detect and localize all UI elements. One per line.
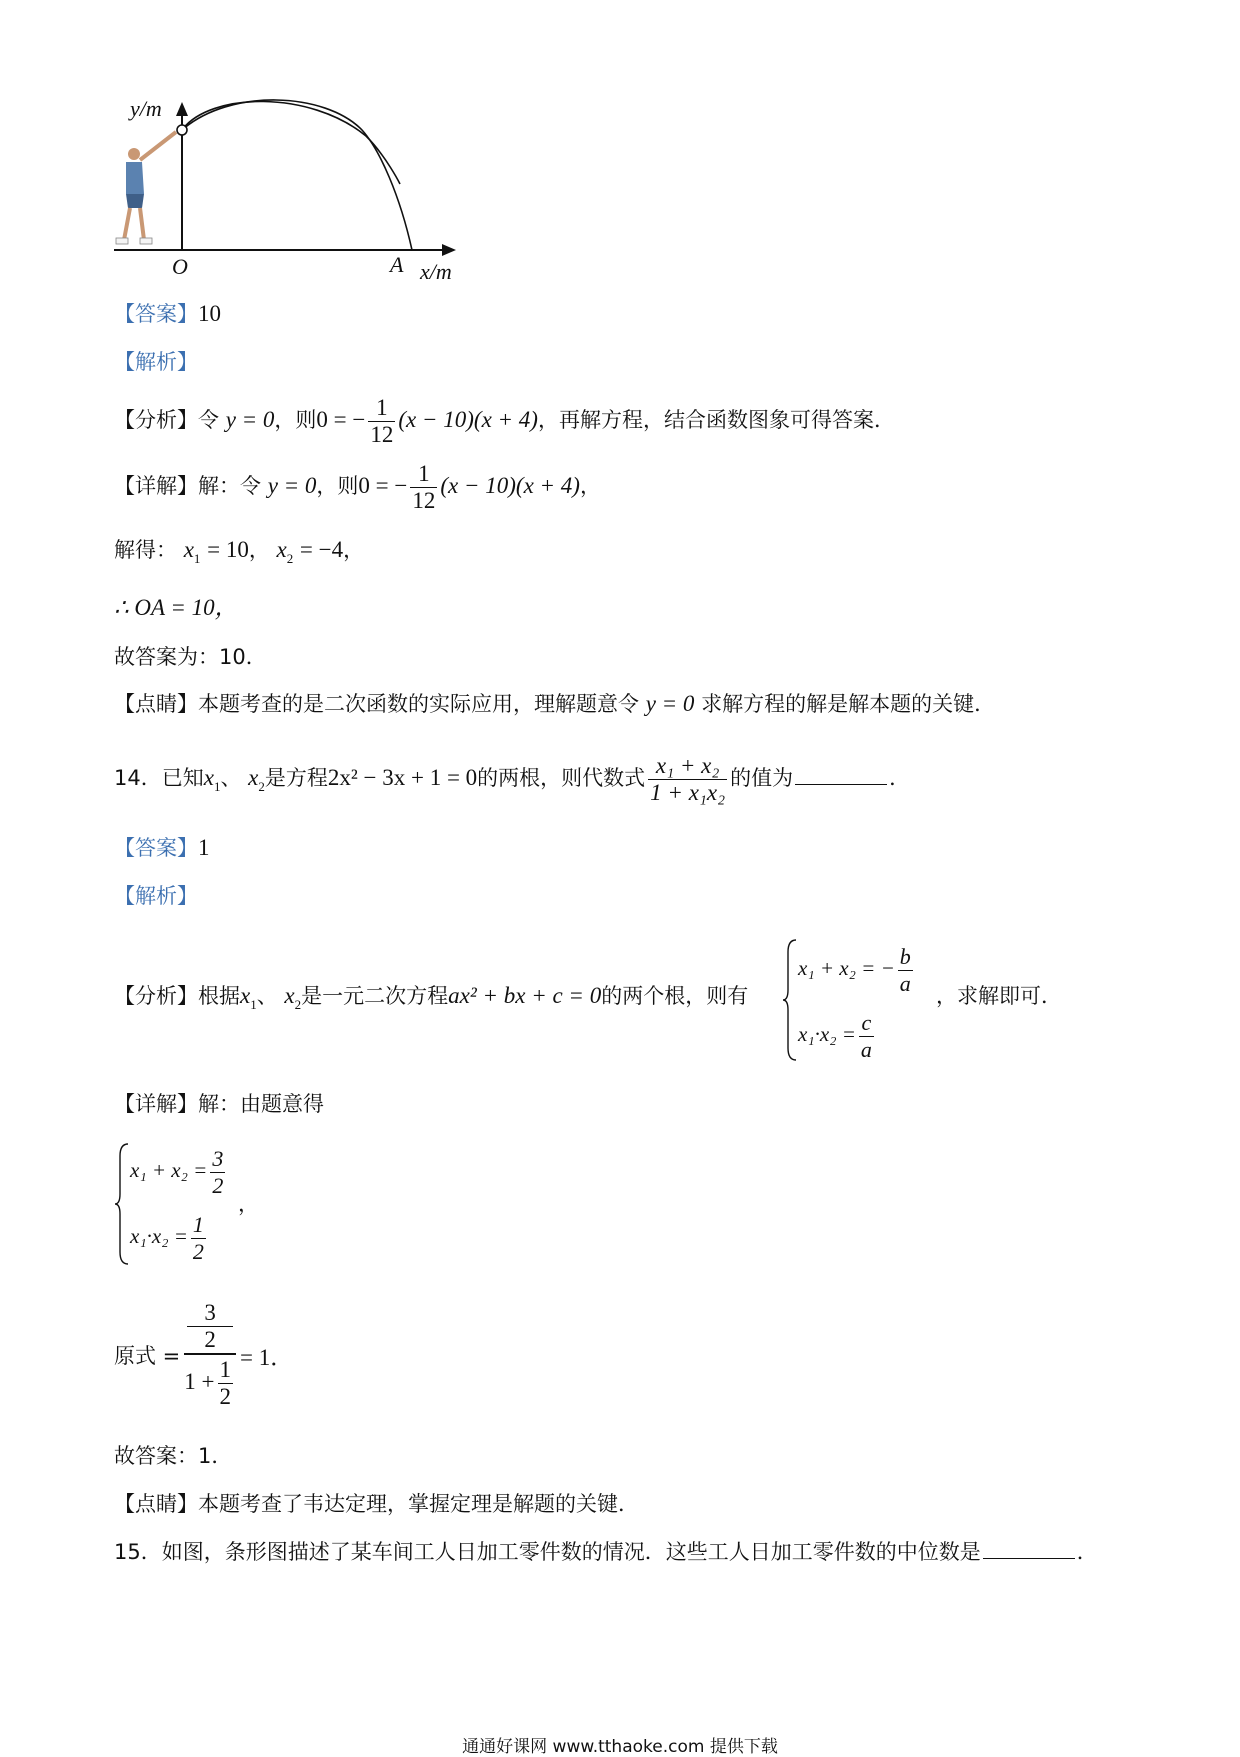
q13-jiexi-line bbox=[114, 348, 198, 376]
analysis-text: ，求解即可． bbox=[936, 984, 1062, 1008]
q13-comment-line bbox=[114, 690, 995, 718]
comment-tag: 【点睛】 bbox=[114, 1492, 198, 1516]
question-number: 14．已知 bbox=[114, 766, 204, 790]
detail-text: ，则 bbox=[316, 474, 359, 498]
y-zero: y = 0 bbox=[645, 691, 695, 716]
player-figure bbox=[116, 132, 176, 244]
x2: x bbox=[284, 983, 295, 1008]
y-zero: y = 0 bbox=[225, 407, 275, 432]
detail-text: 解：令 bbox=[198, 474, 261, 498]
x2-sub: 2 bbox=[258, 779, 265, 794]
q13-solve-line bbox=[114, 536, 364, 573]
q14-jiexi-line bbox=[114, 882, 198, 910]
expression-fraction: $\frac{\text{x₁ + x₂}}{\text{1 + x₁x₂}}$ bbox=[650, 753, 726, 805]
x2-sub: 2 bbox=[286, 551, 294, 566]
x2-sub: 2 bbox=[294, 997, 302, 1012]
analysis-text: 是一元二次方程 bbox=[301, 984, 449, 1008]
x2: x bbox=[248, 765, 259, 790]
x2: x bbox=[276, 537, 287, 562]
answer-value: 10 bbox=[198, 301, 221, 326]
answer-tag: 【答案】 bbox=[114, 836, 198, 860]
comment-tag: 【点睛】 bbox=[114, 692, 198, 716]
stem-text: ． bbox=[889, 766, 911, 790]
brace-icon bbox=[114, 1142, 130, 1266]
comment-text: 求解方程的解是解本题的关键． bbox=[701, 692, 996, 716]
x-axis-label: x/m bbox=[420, 259, 452, 284]
analysis-text: ，则 bbox=[274, 408, 317, 432]
x1: x bbox=[183, 537, 194, 562]
y-axis-label: y/m bbox=[130, 96, 162, 121]
jiexi-tag: 【解析】 bbox=[114, 884, 198, 908]
x1: x bbox=[203, 765, 214, 790]
brace-icon bbox=[782, 938, 798, 1062]
final-answer: 故答案为：10． bbox=[114, 645, 267, 669]
stem-text: ． bbox=[1076, 1540, 1098, 1564]
analysis-tag: 【分析】 bbox=[114, 984, 198, 1008]
stem-text: 是方程 bbox=[264, 766, 328, 790]
detail-tag: 【详解】 bbox=[114, 474, 198, 498]
equation-left: 0 = − bbox=[358, 473, 408, 498]
detail-tag: 【详解】 bbox=[114, 1092, 198, 1116]
original-label: 原式 = bbox=[114, 1344, 181, 1368]
equation-right: (x − 10)(x + 4) bbox=[440, 473, 580, 498]
answer-value: 1 bbox=[198, 835, 210, 860]
final-answer: 故答案：1． bbox=[114, 1444, 233, 1468]
q15-stem-line bbox=[114, 1538, 1098, 1566]
vieta-sum: x₁ + x₂ = − $\frac{b}{a}$ bbox=[798, 943, 911, 996]
original-result: = 1． bbox=[240, 1344, 294, 1370]
comment-text: 本题考查的是二次函数的实际应用，理解题意令 bbox=[198, 692, 639, 716]
q13-detail-line bbox=[114, 458, 601, 514]
vieta-product: x₁·x₂ = $\frac{c}{a}$ bbox=[798, 1009, 872, 1062]
q14-stem-line bbox=[114, 748, 910, 817]
compound-fraction: 3 2 1 + $\frac{1}{2}$ bbox=[184, 1300, 236, 1410]
x1: x bbox=[240, 983, 251, 1008]
question-stem: 15．如图，条形图描述了某车间工人日加工零件数的情况．这些工人日加工零件数的中位数是 bbox=[114, 1540, 981, 1564]
x1-sub: 1 bbox=[213, 779, 221, 794]
origin-label: O bbox=[172, 254, 188, 279]
detail-text: ， bbox=[579, 474, 601, 498]
analysis-text: 令 bbox=[198, 408, 219, 432]
analysis-text: 的两个根，则有 bbox=[601, 984, 749, 1008]
stem-text: 的值为 bbox=[730, 766, 794, 790]
x1-value: = 10 bbox=[207, 537, 249, 562]
q13-answer-line bbox=[114, 300, 221, 328]
answer-tag: 【答案】 bbox=[114, 302, 198, 326]
separator: ， bbox=[343, 538, 365, 562]
q13-analysis-line bbox=[114, 392, 895, 448]
system-comma: ， bbox=[238, 1192, 259, 1216]
stem-text: 的两根，则代数式 bbox=[477, 766, 646, 790]
projectile-figure bbox=[110, 96, 480, 286]
q13-final-line bbox=[114, 643, 267, 671]
equation-right: (x − 10)(x + 4) bbox=[398, 407, 538, 432]
x1-sub: 1 bbox=[193, 551, 201, 566]
q14-analysis-line bbox=[114, 982, 748, 1019]
therefore-text: ∴ OA = 10， bbox=[114, 595, 238, 620]
solve-text: 解得： bbox=[114, 538, 177, 562]
q14-original-expression bbox=[114, 1290, 293, 1420]
detail-text: 解：由题意得 bbox=[198, 1092, 324, 1116]
analysis-text: 根据 bbox=[198, 984, 240, 1008]
quadratic-equation: ax² + bx + c = 0 bbox=[448, 983, 602, 1008]
x1-sub: 1 bbox=[250, 997, 257, 1012]
x2-value: = −4 bbox=[299, 537, 344, 562]
system-sum: x₁ + x₂ = $\frac{3}{2}$ bbox=[130, 1145, 224, 1198]
analysis-text: ，再解方程，结合函数图象可得答案． bbox=[537, 408, 895, 432]
fraction: $\frac{1}{12}$ bbox=[370, 395, 394, 447]
equation: 2x² − 3x + 1 = 0 bbox=[327, 765, 478, 790]
answer-blank[interactable] bbox=[795, 764, 887, 785]
jiexi-tag: 【解析】 bbox=[114, 350, 198, 374]
q14-detail-line bbox=[114, 1090, 324, 1118]
comment-text: 本题考查了韦达定理，掌握定理是解题的关键． bbox=[198, 1492, 639, 1516]
q14-final-line bbox=[114, 1442, 232, 1470]
q14-answer-line bbox=[114, 834, 210, 862]
system-product: x₁·x₂ = $\frac{1}{2}$ bbox=[130, 1211, 204, 1264]
equation-left: 0 = − bbox=[316, 407, 366, 432]
page-footer: 通通好课网 www.tthaoke.com 提供下载 bbox=[462, 1737, 778, 1757]
separator: ， bbox=[248, 538, 270, 562]
fraction: $\frac{1}{12}$ bbox=[412, 461, 436, 513]
analysis-text: 、 bbox=[256, 984, 278, 1008]
stem-text: 、 bbox=[220, 766, 242, 790]
q13-therefore-line bbox=[114, 594, 238, 622]
point-a-label: A bbox=[390, 252, 404, 277]
analysis-tag: 【分析】 bbox=[114, 408, 198, 432]
y-zero: y = 0 bbox=[267, 473, 317, 498]
answer-blank[interactable] bbox=[983, 1538, 1075, 1559]
q14-comment-line bbox=[114, 1490, 639, 1518]
